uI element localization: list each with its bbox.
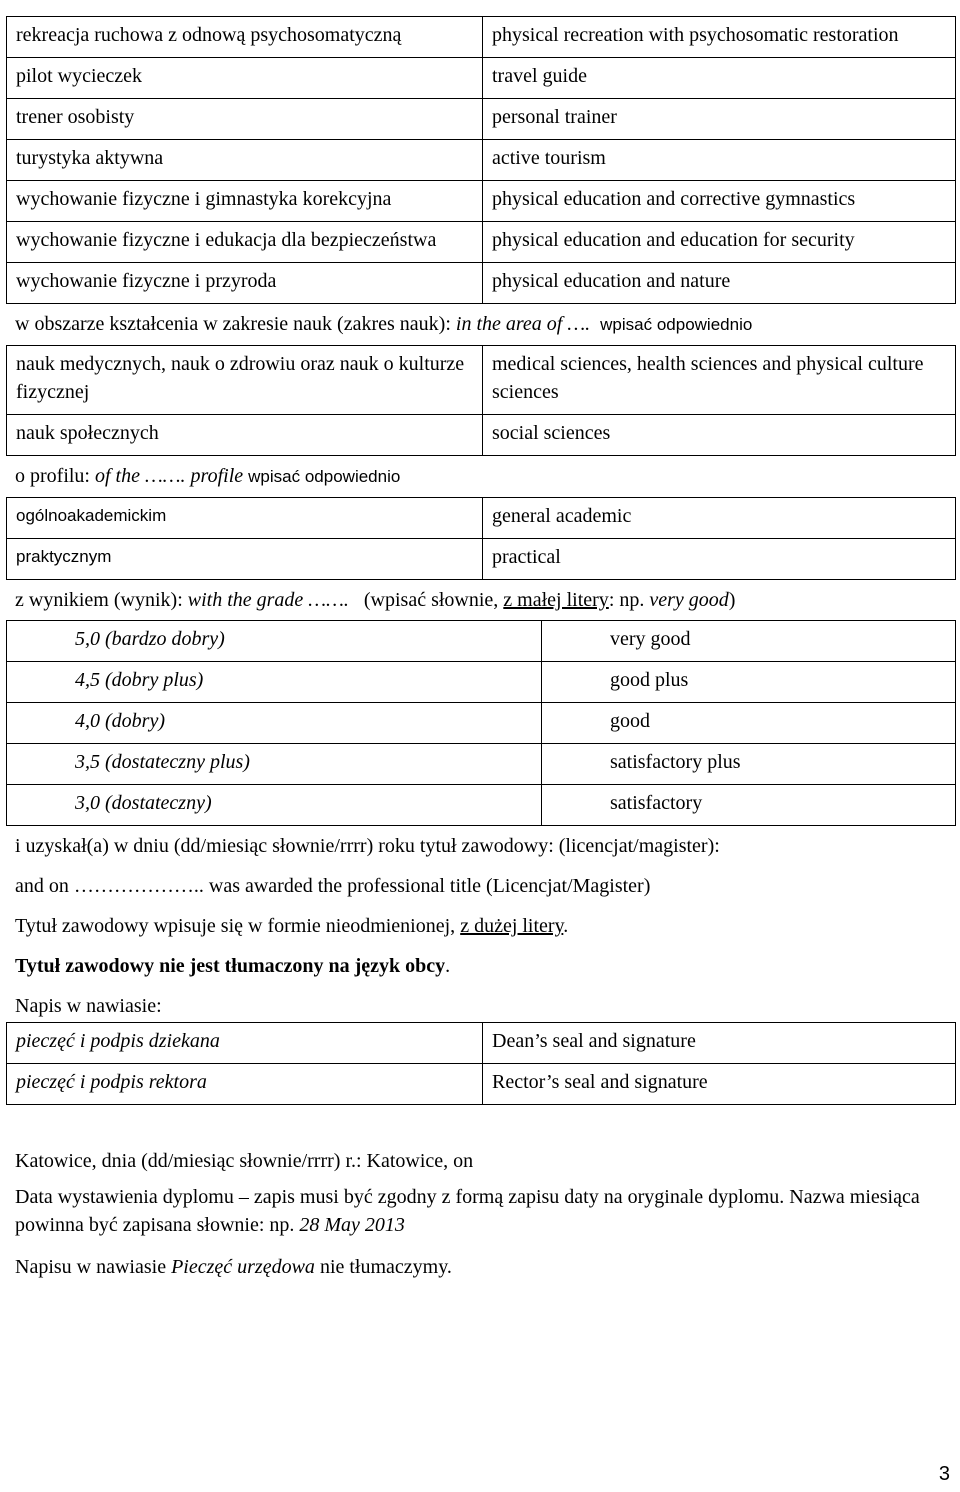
table-row (7, 415, 956, 456)
document-page (6, 16, 956, 1287)
table-row (7, 263, 956, 304)
grade-pl: 3,5 (dostateczny plus) (7, 744, 542, 785)
title-line: i uzyskał(a) w dniu (dd/miesiąc słownie/rrrr) roku tytuł zawodowy: (licencjat/magister): (15, 835, 720, 857)
grade-en: satisfactory (542, 785, 956, 826)
grade-heading-note: : np. (608, 589, 645, 611)
profile-pl: praktycznym (7, 539, 483, 580)
specialty-en: physical education and nature (483, 263, 956, 304)
profile-heading (6, 456, 956, 497)
seal-table (6, 1022, 956, 1105)
specialty-pl: wychowanie fizyczne i gimnastyka korekcyjna (7, 181, 483, 222)
bold-note (6, 946, 956, 986)
seal-pl: pieczęć i podpis rektora (7, 1064, 483, 1105)
grade-pl: 3,0 (dostateczny) (7, 785, 542, 826)
profile-en: practical (483, 539, 956, 580)
table-row (7, 222, 956, 263)
grade-heading-note: (wpisać słownie, (363, 589, 499, 611)
table-row (7, 58, 956, 99)
stamp-note-text: Napisu w nawiasie (15, 1256, 167, 1278)
grade-heading-en: with the grade ……. (187, 589, 349, 611)
area-en: medical sciences, health sciences and physical culture sciences (483, 346, 956, 415)
profile-heading-en: of the ……. profile (95, 465, 244, 487)
profile-en: general academic (483, 498, 956, 539)
table-row (7, 703, 956, 744)
table-row (7, 346, 956, 415)
date-note (6, 1181, 956, 1247)
specialty-en: travel guide (483, 58, 956, 99)
area-en: social sciences (483, 415, 956, 456)
table-row (7, 539, 956, 580)
form-note (6, 906, 956, 946)
place-line: Katowice, dnia (dd/miesiąc słownie/rrrr) r.: Katowice, on (15, 1150, 474, 1172)
profile-heading-note: wpisać odpowiednio (248, 467, 401, 486)
grade-heading-pl: z wynikiem (wynik): (15, 589, 183, 611)
grade-en: good plus (542, 662, 956, 703)
specialty-table (6, 16, 956, 304)
area-pl: nauk społecznych (7, 415, 483, 456)
page-number: 3 (938, 1463, 950, 1485)
bold-note-end: . (445, 955, 451, 977)
specialty-pl: trener osobisty (7, 99, 483, 140)
grade-en: good (542, 703, 956, 744)
specialty-en: physical education and education for security (483, 222, 956, 263)
specialty-pl: wychowanie fizyczne i edukacja dla bezpieczeństwa (7, 222, 483, 263)
area-table (6, 345, 956, 456)
stamp-note-text: nie tłumaczymy. (319, 1256, 452, 1278)
profile-heading-pl: o profilu: (15, 465, 90, 487)
form-note-text: Tytuł zawodowy wpisuje się w formie nieodmienionej, (15, 915, 456, 937)
area-heading-en: in the area of …. (455, 313, 591, 335)
area-heading-note: wpisać odpowiednio (600, 315, 753, 334)
specialty-en: personal trainer (483, 99, 956, 140)
bold-note-text: Tytuł zawodowy nie jest tłumaczony na język obcy (15, 955, 446, 977)
table-row (7, 498, 956, 539)
table-row (7, 181, 956, 222)
grade-en: satisfactory plus (542, 744, 956, 785)
stamp-note-italic: Pieczęć urzędowa (171, 1256, 315, 1278)
table-row (7, 17, 956, 58)
grade-table (6, 620, 956, 826)
table-row (7, 140, 956, 181)
specialty-en: physical recreation with psychosomatic restoration (483, 17, 956, 58)
awarded-line: and on ……………….. was awarded the professional title (Licencjat/Magister) (15, 875, 651, 897)
grade-heading-example: very good (649, 589, 729, 611)
specialty-pl: pilot wycieczek (7, 58, 483, 99)
grade-heading-note-underlined: z małej litery (503, 589, 609, 611)
form-note-text: . (563, 915, 569, 937)
specialty-en: physical education and corrective gymnastics (483, 181, 956, 222)
table-row (7, 744, 956, 785)
specialty-pl: turystyka aktywna (7, 140, 483, 181)
area-pl: nauk medycznych, nauk o zdrowiu oraz nauk o kulturze fizycznej (7, 346, 483, 415)
table-row (7, 785, 956, 826)
grade-pl: 4,5 (dobry plus) (7, 662, 542, 703)
grade-heading (6, 580, 956, 620)
table-row (7, 621, 956, 662)
date-note-text: Data wystawienia dyplomu – zapis musi być zgodny z formą zapisu daty na oryginale dyplomu. Nazwa miesiąca powinna być zapisana słownie: np. (15, 1186, 920, 1236)
profile-pl: ogólnoakademickim (7, 498, 483, 539)
specialty-pl: rekreacja ruchowa z odnową psychosomatyczną (7, 17, 483, 58)
seal-pl: pieczęć i podpis dziekana (7, 1023, 483, 1064)
area-heading-pl: w obszarze kształcenia w zakresie nauk (zakres nauk): (15, 313, 451, 335)
grade-en: very good (542, 621, 956, 662)
table-row (7, 1064, 956, 1105)
grade-pl: 5,0 (bardzo dobry) (7, 621, 542, 662)
grade-heading-note: ) (728, 589, 736, 611)
date-note-example: 28 May 2013 (299, 1214, 405, 1236)
seal-heading: Napis w nawiasie: (15, 995, 162, 1017)
stamp-note (6, 1247, 956, 1287)
form-note-underlined: z dużej litery (460, 915, 564, 937)
seal-en: Rector’s seal and signature (483, 1064, 956, 1105)
seal-en: Dean’s seal and signature (483, 1023, 956, 1064)
table-row (7, 662, 956, 703)
specialty-pl: wychowanie fizyczne i przyroda (7, 263, 483, 304)
grade-pl: 4,0 (dobry) (7, 703, 542, 744)
profile-table (6, 497, 956, 580)
table-row (7, 99, 956, 140)
table-row (7, 1023, 956, 1064)
area-heading (6, 304, 956, 345)
specialty-en: active tourism (483, 140, 956, 181)
